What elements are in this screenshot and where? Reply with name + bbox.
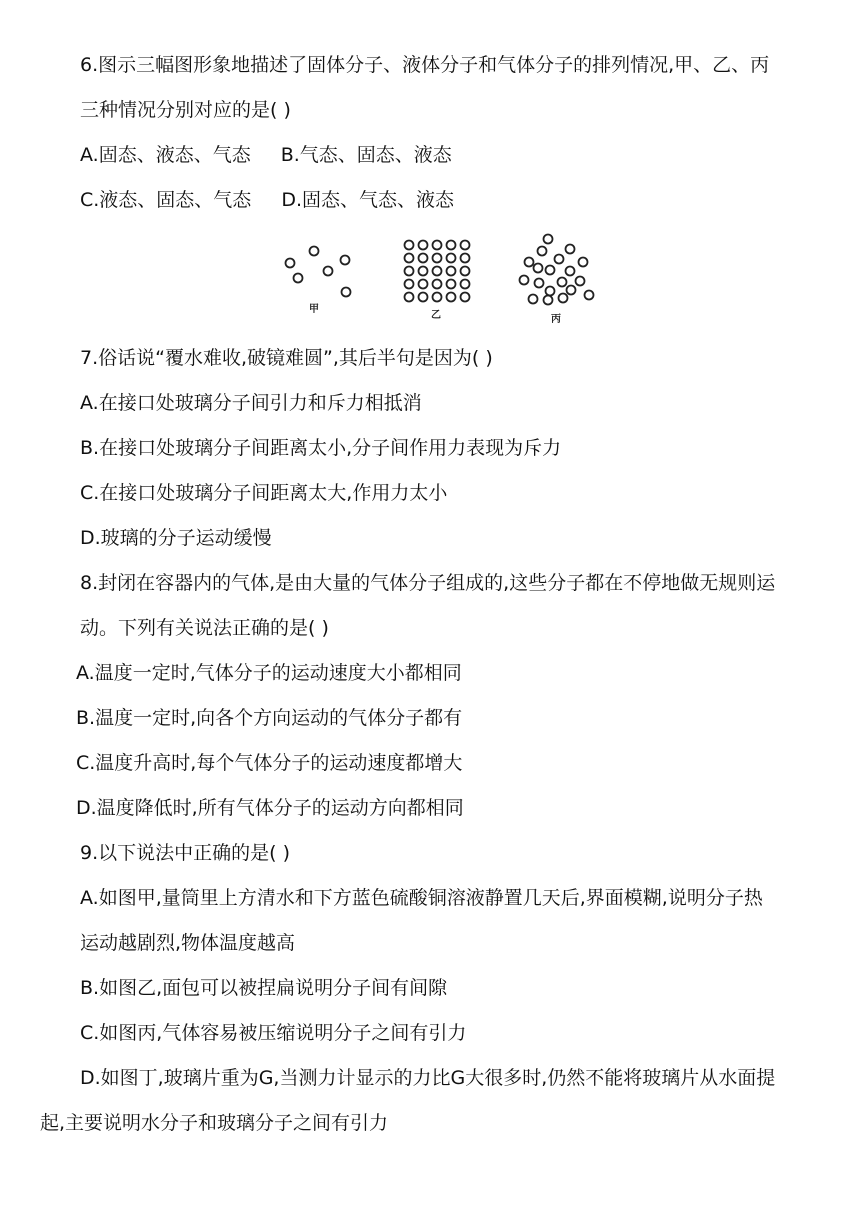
q7-option-b: B.在接口处玻璃分子间距离太小,分子间作用力表现为斥力 [80,437,562,459]
q9-option-d-line1: D.如图丁,玻璃片重为G,当测力计显示的力比G大很多时,仍然不能将玻璃片从水面提 [80,1067,776,1089]
q6-option-b: B.气态、固态、液态 [280,144,452,166]
q9-option-c: C.如图丙,气体容易被压缩说明分子之间有引力 [80,1022,467,1044]
q9-option-b: B.如图乙,面包可以被捏扁说明分子间有间隙 [80,977,448,999]
q9-option-a-line1: A.如图甲,量筒里上方清水和下方蓝色硫酸铜溶液静置几天后,界面模糊,说明分子热 [80,887,763,909]
q9-option-d-line2: 起,主要说明水分子和玻璃分子之间有引力 [40,1112,389,1134]
q7-option-a: A.在接口处玻璃分子间引力和斥力相抵消 [80,392,422,414]
q8-option-c: C.温度升高时,每个气体分子的运动速度都增大 [76,752,463,774]
q6-options-ab [80,142,452,168]
q7-option-c: C.在接口处玻璃分子间距离太大,作用力太小 [80,482,448,504]
q6-option-d: D.固态、气态、液态 [281,189,454,211]
figure-label-bing: 丙 [551,314,561,325]
figure-label-yi: 乙 [431,310,441,321]
q8-option-a: A.温度一定时,气体分子的运动速度大小都相同 [76,662,462,684]
q9-option-a-line2: 运动越剧烈,物体温度越高 [80,932,296,954]
q7-stem: 7.俗话说“覆水难收,破镜难圆”,其后半句是因为( ) [80,347,493,369]
q7-option-d: D.玻璃的分子运动缓慢 [80,527,272,549]
q6-stem-line2: 三种情况分别对应的是( ) [80,99,291,121]
molecule-arrangement-figure [280,232,610,332]
figure-jia [286,247,351,316]
q6-option-a: A.固态、液态、气态 [80,144,251,166]
figure-label-jia: 甲 [309,304,319,315]
q9-stem: 9.以下说法中正确的是( ) [80,842,290,864]
q8-option-d: D.温度降低时,所有气体分子的运动方向都相同 [76,797,464,819]
figure-yi [405,241,470,322]
q6-options-cd [80,187,454,213]
figure-bing [520,235,594,326]
q6-stem-line1: 6.图示三幅图形象地描述了固体分子、液体分子和气体分子的排列情况,甲、乙、丙 [80,54,770,76]
q8-stem-line1: 8.封闭在容器内的气体,是由大量的气体分子组成的,这些分子都在不停地做无规则运 [80,572,776,594]
q6-option-c: C.液态、固态、气态 [80,189,252,211]
q8-stem-line2: 动。下列有关说法正确的是( ) [80,617,329,639]
q8-option-b: B.温度一定时,向各个方向运动的气体分子都有 [76,707,463,729]
